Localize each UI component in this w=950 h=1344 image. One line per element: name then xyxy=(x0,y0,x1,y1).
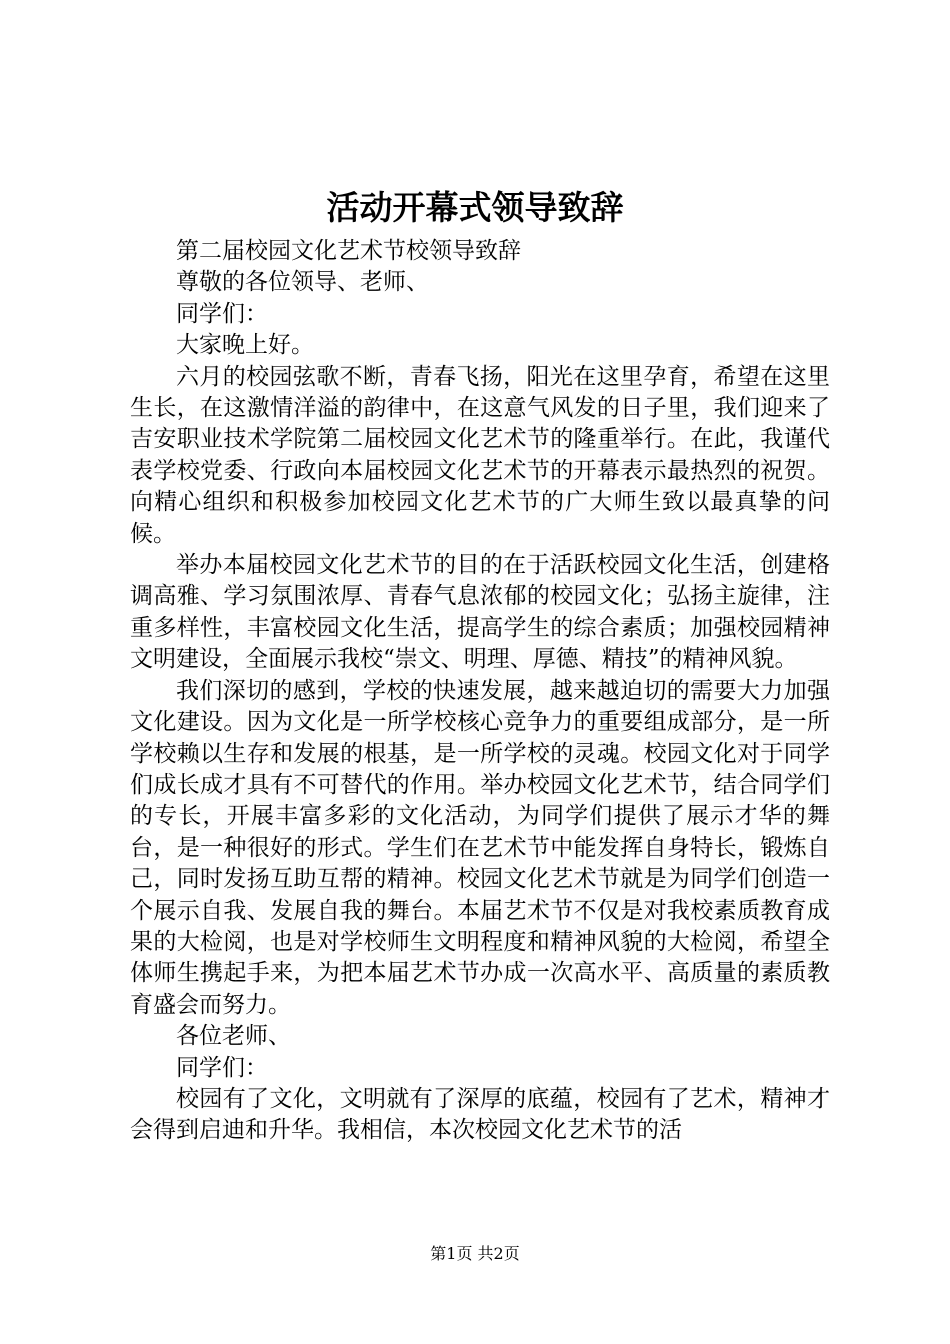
document-title: 活动开幕式领导致辞 xyxy=(326,188,624,227)
body-paragraph: 校园有了文化，文明就有了深厚的底蕴，校园有了艺术，精神才会得到启迪和升华。我相信，本次校园文化艺术节的活 xyxy=(130,1085,830,1144)
body-paragraph: 我们深切的感到，学校的快速发展，越来越迫切的需要大力加强文化建设。因为文化是一所学校核心竞争力的重要组成部分，是一所学校赖以生存和发展的根基，是一所学校的灵魂。校园文化对于同学们成长成才具有不可替代的作用。举办校园文化艺术节，结合同学们的专长，开展丰富多彩的文化活动，为同学们提供了展示才华的舞台，是一种很好的形式。学生们在艺术节中能发挥自身特长，锻炼自己，同时发扬互助互帮的精神。校园文化艺术节就是为同学们创造一个展示自我、发展自我的舞台。本届艺术节不仅是对我校素质教育成果的大检阅，也是对学校师生文明程度和精神风貌的大检阅，希望全体师生携起手来，为把本届艺术节办成一次高水平、高质量的素质教育盛会而努力。 xyxy=(130,677,830,1018)
subtitle-line: 第二届校园文化艺术节校领导致辞 xyxy=(176,238,521,264)
salutation-line: 同学们： xyxy=(176,300,268,327)
salutation-line: 尊敬的各位领导、老师、 xyxy=(176,269,429,296)
body-paragraph: 六月的校园弦歌不断，青春飞扬，阳光在这里孕育，希望在这里生长，在这激情洋溢的韵律中，在这意气风发的日子里，我们迎来了吉安职业技术学院第二届校园文化艺术节的隆重举行。在此，我谨代表学校党委、行政向本届校园文化艺术节的开幕表示最热烈的祝贺。向精心组织和积极参加校园文化艺术节的广大师生致以最真挚的问候。 xyxy=(130,363,830,547)
document-body xyxy=(130,236,830,1147)
body-paragraph: 举办本届校园文化艺术节的目的在于活跃校园文化生活，创建格调高雅、学习氛围浓厚、青春气息浓郁的校园文化；弘扬主旋律，注重多样性，丰富校园文化生活，提高学生的综合素质；加强校园精神文明建设，全面展示我校“崇文、明理、厚德、精技”的精神风貌。 xyxy=(130,552,830,673)
salutation-line: 同学们： xyxy=(176,1054,268,1081)
salutation-line: 各位老师、 xyxy=(176,1023,291,1050)
page-number-footer: 第1页 共2页 xyxy=(430,1244,520,1263)
greeting-line: 大家晚上好。 xyxy=(176,332,314,359)
